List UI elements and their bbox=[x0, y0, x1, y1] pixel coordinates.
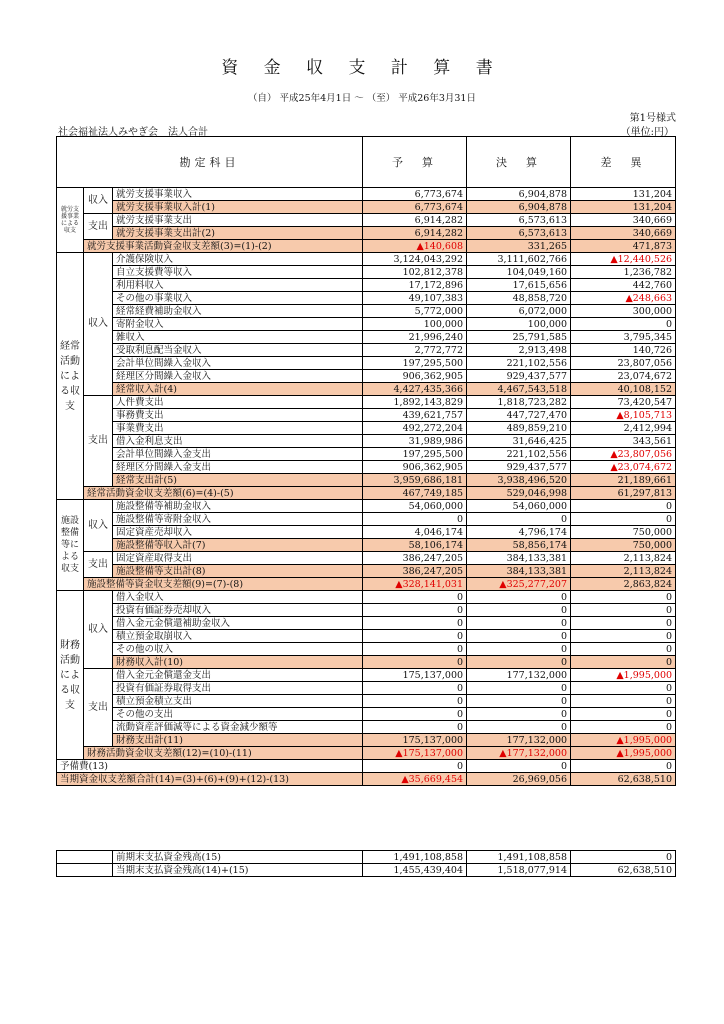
row-label: 積立預金積立支出 bbox=[113, 695, 363, 708]
cell-actual: 489,859,210 bbox=[467, 422, 571, 435]
cell-budget: 0 bbox=[363, 682, 467, 695]
cell-actual: 48,858,720 bbox=[467, 292, 571, 305]
cell-diff: 62,638,510 bbox=[571, 773, 676, 786]
table-row bbox=[57, 669, 676, 682]
cell-actual: 0 bbox=[467, 604, 571, 617]
table-row bbox=[57, 643, 676, 656]
cell-budget: 0 bbox=[363, 617, 467, 630]
table-row bbox=[57, 474, 676, 487]
table-row bbox=[57, 695, 676, 708]
row-label: 利用料収入 bbox=[113, 279, 363, 292]
cell-actual: 6,904,878 bbox=[467, 201, 571, 214]
cell-diff: 1,236,782 bbox=[571, 266, 676, 279]
row-label: 流動資産評価減等による資金減少額等 bbox=[113, 721, 363, 734]
table-row bbox=[57, 331, 676, 344]
table-row bbox=[57, 487, 676, 500]
cell-diff: 23,074,672 bbox=[571, 370, 676, 383]
row-label: 会計単位間繰入金支出 bbox=[113, 448, 363, 461]
cell-budget: ▲35,669,454 bbox=[363, 773, 467, 786]
cell-budget: 175,137,000 bbox=[363, 669, 467, 682]
cell-actual: 384,133,381 bbox=[467, 552, 571, 565]
cell-budget: 6,773,674 bbox=[363, 201, 467, 214]
cell-budget: 197,295,500 bbox=[363, 448, 467, 461]
cell-actual: 0 bbox=[467, 656, 571, 669]
table-row bbox=[57, 435, 676, 448]
cell-actual: 100,000 bbox=[467, 318, 571, 331]
cell-budget: 2,772,772 bbox=[363, 344, 467, 357]
table-row bbox=[57, 461, 676, 474]
row-label: 借入金元金償還補助金収入 bbox=[113, 617, 363, 630]
cell-budget: 4,046,174 bbox=[363, 526, 467, 539]
cell-budget: 0 bbox=[363, 656, 467, 669]
table-row bbox=[57, 656, 676, 669]
form-number: 第1号様式 bbox=[629, 113, 676, 124]
table-row bbox=[57, 617, 676, 630]
subcategory-out: 支出 bbox=[84, 552, 113, 578]
row-label: 経常収入計(4) bbox=[113, 383, 363, 396]
row-label: 経常活動資金収支差額(6)=(4)-(5) bbox=[84, 487, 363, 500]
cell-actual: 0 bbox=[467, 682, 571, 695]
blank-cell bbox=[57, 864, 113, 877]
table-row bbox=[57, 747, 676, 760]
table-row bbox=[57, 526, 676, 539]
cell-budget: 4,427,435,366 bbox=[363, 383, 467, 396]
table-row bbox=[57, 357, 676, 370]
row-label: 借入金収入 bbox=[113, 591, 363, 604]
cell-diff: 0 bbox=[571, 617, 676, 630]
cell-budget: 0 bbox=[363, 708, 467, 721]
subcategory-out: 支出 bbox=[84, 214, 113, 240]
cell-actual: 1,518,077,914 bbox=[467, 864, 571, 877]
cell-diff: 62,638,510 bbox=[571, 864, 676, 877]
table-row bbox=[57, 396, 676, 409]
cell-budget: 906,362,905 bbox=[363, 370, 467, 383]
table-row bbox=[57, 682, 676, 695]
cell-actual: 0 bbox=[467, 617, 571, 630]
row-label: 施設整備等補助金収入 bbox=[113, 500, 363, 513]
cell-actual: 0 bbox=[467, 643, 571, 656]
table-row bbox=[57, 773, 676, 786]
cell-budget: 0 bbox=[363, 630, 467, 643]
table-row bbox=[57, 409, 676, 422]
cell-actual: 221,102,556 bbox=[467, 448, 571, 461]
cell-budget: 21,996,240 bbox=[363, 331, 467, 344]
subcategory-out: 支出 bbox=[84, 396, 113, 487]
cell-actual: 6,573,613 bbox=[467, 214, 571, 227]
row-label: 会計単位間繰入金収入 bbox=[113, 357, 363, 370]
cell-budget: 1,892,143,829 bbox=[363, 396, 467, 409]
cell-budget: 17,172,896 bbox=[363, 279, 467, 292]
row-label: 固定資産取得支出 bbox=[113, 552, 363, 565]
row-label: 借入金元金償還金支出 bbox=[113, 669, 363, 682]
row-label: その他の事業収入 bbox=[113, 292, 363, 305]
table-row bbox=[57, 721, 676, 734]
cell-diff: 0 bbox=[571, 591, 676, 604]
row-label: 受取利息配当金収入 bbox=[113, 344, 363, 357]
cell-diff: 0 bbox=[571, 500, 676, 513]
cell-actual: 384,133,381 bbox=[467, 565, 571, 578]
row-label: 就労支援事業支出 bbox=[113, 214, 363, 227]
cell-diff: ▲23,807,056 bbox=[571, 448, 676, 461]
table-row bbox=[57, 630, 676, 643]
cell-diff: ▲8,105,713 bbox=[571, 409, 676, 422]
row-label: 介護保険収入 bbox=[113, 253, 363, 266]
row-label: 経理区分間繰入金収入 bbox=[113, 370, 363, 383]
cell-actual: 0 bbox=[467, 630, 571, 643]
cell-diff: 0 bbox=[571, 604, 676, 617]
cell-diff: 0 bbox=[571, 682, 676, 695]
row-label: 就労支援事業活動資金収支差額(3)=(1)-(2) bbox=[84, 240, 363, 253]
cell-budget: 3,124,043,292 bbox=[363, 253, 467, 266]
table-row bbox=[57, 188, 676, 201]
cell-diff: 0 bbox=[571, 695, 676, 708]
cell-budget: 6,914,282 bbox=[363, 227, 467, 240]
cell-budget: 0 bbox=[363, 604, 467, 617]
table-row bbox=[57, 214, 676, 227]
row-label: 寄附金収入 bbox=[113, 318, 363, 331]
cell-actual: 0 bbox=[467, 513, 571, 526]
cell-actual: 17,615,656 bbox=[467, 279, 571, 292]
row-label: 就労支援事業支出計(2) bbox=[113, 227, 363, 240]
cell-actual: 2,913,498 bbox=[467, 344, 571, 357]
cell-actual: 54,060,000 bbox=[467, 500, 571, 513]
cash-flow-table bbox=[56, 136, 676, 786]
cell-diff: 73,420,547 bbox=[571, 396, 676, 409]
cell-budget: 1,455,439,404 bbox=[363, 864, 467, 877]
cell-budget: 467,749,185 bbox=[363, 487, 467, 500]
cell-budget: 58,106,174 bbox=[363, 539, 467, 552]
cell-budget: ▲140,608 bbox=[363, 240, 467, 253]
row-label: 積立預金取崩収入 bbox=[113, 630, 363, 643]
row-label: 施設整備等収入計(7) bbox=[113, 539, 363, 552]
cell-diff: 0 bbox=[571, 643, 676, 656]
row-label: 財務支出計(11) bbox=[113, 734, 363, 747]
header-diff: 差 異 bbox=[571, 137, 676, 188]
cell-actual: 6,904,878 bbox=[467, 188, 571, 201]
table-row bbox=[57, 708, 676, 721]
cell-budget: 386,247,205 bbox=[363, 565, 467, 578]
subcategory-in: 収入 bbox=[84, 188, 113, 214]
row-label: 就労支援事業収入計(1) bbox=[113, 201, 363, 214]
cell-actual: 447,727,470 bbox=[467, 409, 571, 422]
cell-diff: 21,189,661 bbox=[571, 474, 676, 487]
table-row bbox=[57, 318, 676, 331]
cell-diff: 2,113,824 bbox=[571, 552, 676, 565]
cell-budget: 0 bbox=[363, 591, 467, 604]
cell-actual: 0 bbox=[467, 708, 571, 721]
subcategory-in: 収入 bbox=[84, 253, 113, 396]
table-row bbox=[57, 565, 676, 578]
cell-diff: 471,873 bbox=[571, 240, 676, 253]
cell-budget: 54,060,000 bbox=[363, 500, 467, 513]
table-row bbox=[57, 539, 676, 552]
cell-actual: 0 bbox=[467, 721, 571, 734]
cell-diff: ▲1,995,000 bbox=[571, 669, 676, 682]
cell-budget: 6,773,674 bbox=[363, 188, 467, 201]
cell-actual: 6,573,613 bbox=[467, 227, 571, 240]
cell-actual: 221,102,556 bbox=[467, 357, 571, 370]
table-row bbox=[57, 552, 676, 565]
cell-diff: 0 bbox=[571, 721, 676, 734]
blank-cell bbox=[57, 851, 113, 864]
cell-actual: 58,856,174 bbox=[467, 539, 571, 552]
cell-actual: 1,818,723,282 bbox=[467, 396, 571, 409]
table-row bbox=[57, 305, 676, 318]
row-label: 経常経費補助金収入 bbox=[113, 305, 363, 318]
row-label: 前期末支払資金残高(15) bbox=[113, 851, 363, 864]
cell-budget: 175,137,000 bbox=[363, 734, 467, 747]
subcategory-in: 収入 bbox=[84, 591, 113, 669]
table-row bbox=[57, 292, 676, 305]
cell-actual: 31,646,425 bbox=[467, 435, 571, 448]
cell-actual: 929,437,577 bbox=[467, 370, 571, 383]
table-row bbox=[57, 578, 676, 591]
table-row bbox=[57, 513, 676, 526]
cell-budget: 31,989,986 bbox=[363, 435, 467, 448]
table-row bbox=[57, 344, 676, 357]
table-row bbox=[57, 448, 676, 461]
cell-budget: 5,772,000 bbox=[363, 305, 467, 318]
cell-actual: 0 bbox=[467, 760, 571, 773]
cell-actual: 4,467,543,518 bbox=[467, 383, 571, 396]
cell-budget: 197,295,500 bbox=[363, 357, 467, 370]
cell-actual: 331,265 bbox=[467, 240, 571, 253]
table-row bbox=[57, 279, 676, 292]
cell-budget: ▲328,141,031 bbox=[363, 578, 467, 591]
table-row bbox=[57, 370, 676, 383]
cell-budget: 3,959,686,181 bbox=[363, 474, 467, 487]
row-label: 当期資金収支差額合計(14)=(3)+(6)+(9)+(12)-(13) bbox=[57, 773, 363, 786]
table-row bbox=[57, 227, 676, 240]
cell-diff: 343,561 bbox=[571, 435, 676, 448]
row-label: 固定資産売却収入 bbox=[113, 526, 363, 539]
header-actual: 決 算 bbox=[467, 137, 571, 188]
cell-diff: 750,000 bbox=[571, 526, 676, 539]
cell-diff: ▲12,440,526 bbox=[571, 253, 676, 266]
table-row bbox=[57, 383, 676, 396]
cell-actual: 177,132,000 bbox=[467, 669, 571, 682]
category-employment: 就労支援事業による収支 bbox=[57, 188, 84, 253]
row-label: 人件費支出 bbox=[113, 396, 363, 409]
cell-diff: 442,760 bbox=[571, 279, 676, 292]
row-label: 雑収入 bbox=[113, 331, 363, 344]
cell-budget: 0 bbox=[363, 721, 467, 734]
cell-diff: 3,795,345 bbox=[571, 331, 676, 344]
cell-actual: 0 bbox=[467, 695, 571, 708]
category-financing: 財務活動による収支 bbox=[57, 591, 84, 760]
table-row bbox=[57, 422, 676, 435]
cell-budget: 0 bbox=[363, 695, 467, 708]
cell-actual: ▲177,132,000 bbox=[467, 747, 571, 760]
row-label: その他の収入 bbox=[113, 643, 363, 656]
cell-budget: ▲175,137,000 bbox=[363, 747, 467, 760]
cell-budget: 1,491,108,858 bbox=[363, 851, 467, 864]
cell-budget: 49,107,383 bbox=[363, 292, 467, 305]
row-label: 投資有価証券売却収入 bbox=[113, 604, 363, 617]
table-row bbox=[57, 851, 676, 864]
row-label: 施設整備等資金収支差額(9)=(7)-(8) bbox=[84, 578, 363, 591]
period-range: （自） 平成25年4月1日 ～ （至） 平成26年3月31日 bbox=[248, 93, 476, 104]
cell-actual: 529,046,998 bbox=[467, 487, 571, 500]
row-label: 財務活動資金収支差額(12)=(10)-(11) bbox=[84, 747, 363, 760]
row-label: 投資有価証券取得支出 bbox=[113, 682, 363, 695]
row-label: 事務費支出 bbox=[113, 409, 363, 422]
cell-budget: 439,621,757 bbox=[363, 409, 467, 422]
cell-diff: 750,000 bbox=[571, 539, 676, 552]
header-budget: 予 算 bbox=[363, 137, 467, 188]
table-row bbox=[57, 591, 676, 604]
row-label: 財務収入計(10) bbox=[113, 656, 363, 669]
table-row bbox=[57, 240, 676, 253]
cell-diff: 340,669 bbox=[571, 214, 676, 227]
cell-budget: 102,812,378 bbox=[363, 266, 467, 279]
cell-diff: 0 bbox=[571, 630, 676, 643]
balance-table bbox=[56, 850, 676, 877]
cell-budget: 0 bbox=[363, 643, 467, 656]
table-header bbox=[57, 137, 676, 188]
cell-budget: 386,247,205 bbox=[363, 552, 467, 565]
row-label: 当期末支払資金残高(14)+(15) bbox=[113, 864, 363, 877]
cell-diff: 23,807,056 bbox=[571, 357, 676, 370]
cell-diff: 0 bbox=[571, 760, 676, 773]
cell-actual: 6,072,000 bbox=[467, 305, 571, 318]
cell-actual: 177,132,000 bbox=[467, 734, 571, 747]
cell-actual: 929,437,577 bbox=[467, 461, 571, 474]
cell-actual: 25,791,585 bbox=[467, 331, 571, 344]
cell-budget: 0 bbox=[363, 760, 467, 773]
cell-actual: 4,796,174 bbox=[467, 526, 571, 539]
cell-diff: ▲1,995,000 bbox=[571, 747, 676, 760]
subcategory-in: 収入 bbox=[84, 500, 113, 552]
cell-diff: 300,000 bbox=[571, 305, 676, 318]
cell-budget: 100,000 bbox=[363, 318, 467, 331]
cell-diff: 2,863,824 bbox=[571, 578, 676, 591]
row-label: 自立支援費等収入 bbox=[113, 266, 363, 279]
subcategory-out: 支出 bbox=[84, 669, 113, 747]
cell-diff: ▲23,074,672 bbox=[571, 461, 676, 474]
cell-budget: 906,362,905 bbox=[363, 461, 467, 474]
cell-budget: 492,272,204 bbox=[363, 422, 467, 435]
cell-actual: 104,049,160 bbox=[467, 266, 571, 279]
row-label: 予備費(13) bbox=[57, 760, 363, 773]
row-label: 施設整備等寄附金収入 bbox=[113, 513, 363, 526]
cell-actual: 3,938,496,520 bbox=[467, 474, 571, 487]
cell-diff: 0 bbox=[571, 656, 676, 669]
row-label: 経理区分間繰入金支出 bbox=[113, 461, 363, 474]
table-row bbox=[57, 864, 676, 877]
cell-diff: 0 bbox=[571, 318, 676, 331]
row-label: 就労支援事業収入 bbox=[113, 188, 363, 201]
table-row bbox=[57, 734, 676, 747]
row-label: 事業費支出 bbox=[113, 422, 363, 435]
header-item: 勘定科目 bbox=[57, 137, 363, 188]
table-row bbox=[57, 266, 676, 279]
cell-actual: 3,111,602,766 bbox=[467, 253, 571, 266]
category-facility: 施設整備等による収支 bbox=[57, 500, 84, 591]
cell-diff: 340,669 bbox=[571, 227, 676, 240]
corporation-name: 社会福祉法人みやぎ会 法人合計 bbox=[58, 127, 208, 138]
table-row bbox=[57, 604, 676, 617]
cell-actual: ▲325,277,207 bbox=[467, 578, 571, 591]
cell-diff: 2,113,824 bbox=[571, 565, 676, 578]
cell-diff: 2,412,994 bbox=[571, 422, 676, 435]
row-label: 施設整備等支出計(8) bbox=[113, 565, 363, 578]
cell-diff: 131,204 bbox=[571, 188, 676, 201]
page-title: 資 金 収 支 計 算 書 bbox=[221, 58, 503, 78]
cell-diff: 61,297,813 bbox=[571, 487, 676, 500]
row-label: 借入金利息支出 bbox=[113, 435, 363, 448]
cell-actual: 1,491,108,858 bbox=[467, 851, 571, 864]
cell-budget: 0 bbox=[363, 513, 467, 526]
table-row bbox=[57, 201, 676, 214]
cell-diff: ▲1,995,000 bbox=[571, 734, 676, 747]
unit-label: （単位:円） bbox=[620, 127, 674, 138]
cell-diff: 40,108,152 bbox=[571, 383, 676, 396]
row-label: 経常支出計(5) bbox=[113, 474, 363, 487]
cell-diff: 131,204 bbox=[571, 201, 676, 214]
table-row bbox=[57, 253, 676, 266]
cell-diff: 140,726 bbox=[571, 344, 676, 357]
cell-diff: 0 bbox=[571, 851, 676, 864]
cell-budget: 6,914,282 bbox=[363, 214, 467, 227]
cell-diff: 0 bbox=[571, 708, 676, 721]
table-row bbox=[57, 760, 676, 773]
category-operating: 経常活動による収支 bbox=[57, 253, 84, 500]
table-row bbox=[57, 500, 676, 513]
cell-actual: 0 bbox=[467, 591, 571, 604]
row-label: その他の支出 bbox=[113, 708, 363, 721]
cell-actual: 26,969,056 bbox=[467, 773, 571, 786]
cell-diff: ▲248,663 bbox=[571, 292, 676, 305]
cell-diff: 0 bbox=[571, 513, 676, 526]
